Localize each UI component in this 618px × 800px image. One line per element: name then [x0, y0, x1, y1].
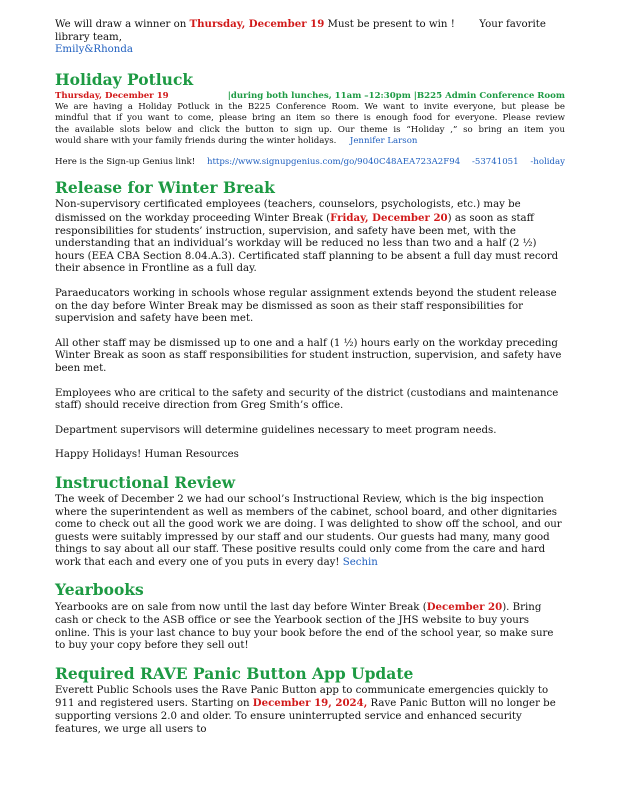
potluck-details	[55, 91, 565, 102]
signup-label: Here is the Sign-up Genius link!	[55, 157, 196, 168]
instructional-review-text	[55, 494, 565, 570]
rave-body: Everett Public Schools uses the Rave Panic Button app to communicate emergencies quickly to 911 and registered users. Starting on	[55, 684, 549, 710]
instructional-signature: Sechin	[342, 556, 378, 568]
newsletter-page	[55, 18, 565, 748]
winter-break-other-staff: All other staff may be dismissed up to one and a half (1 ½) hours early on the workday preceding Winter Break as soon as staff responsibilities for student instruction, supervision, and safety have been met.	[55, 337, 562, 374]
signup-link-part-2[interactable]: -53741051	[471, 157, 519, 168]
signup-link-part-3[interactable]: -holiday	[530, 157, 565, 168]
wb-p1-date: Friday, December 20	[330, 212, 448, 224]
raffle-text: We will draw a winner on	[55, 19, 190, 30]
yearbooks-body-end: ). Bring cash or check to the ASB office or see the Yearbook section of the JHS website to buy yours online. This is your last chance to buy your book before the end of the school year, so make sure to buy your copy before they sell out!	[55, 602, 554, 652]
section-heading-rave: Required RAVE Panic Button App Update	[55, 663, 414, 683]
raffle-text-end: Must be present to win !	[324, 19, 455, 30]
section-heading-potluck: Holiday Potluck	[55, 69, 194, 89]
winter-break-critical-staff: Employees who are critical to the safety and security of the district (custodians and maintenance staff) should receive direction from Greg Smith’s office.	[55, 387, 559, 412]
library-raffle-notice	[55, 18, 565, 57]
raffle-date: Thursday, December 19	[189, 18, 325, 30]
winter-break-paraeducators: Paraeducators working in schools whose regular assignment extends beyond the student release on the day before Winter Break may be dismissed as soon as their staff responsibilities for supervision and safety have been met.	[55, 287, 557, 325]
potluck-line-1: We are having a Holiday Potluck in the B225 Conference Room. We want to invite everyone, but please be	[55, 101, 565, 112]
rave-body-end: Rave Panic Button will no longer be supporting versions 2.0 and older. To ensure uninterrupted service and enhanced security features, we urge all users to	[55, 698, 556, 735]
winter-break-certificated	[55, 199, 565, 276]
potluck-line-2: mindful that if you want to come, please bring an item so there is enough food for everyone. Please review	[55, 113, 565, 124]
yearbooks-body: Yearbooks are on sale from now until the last day before Winter Break (	[55, 602, 427, 614]
potluck-line-4	[55, 136, 565, 147]
wb-p1-text: Non-supervisory certificated employees (teachers, counselors, psychologists, etc.) may be dismissed on the workday proceeding Winter Break (	[55, 199, 521, 224]
signup-link[interactable]: https://www.signupgenius.com/go/9040C48AEA723A2F94	[206, 157, 461, 168]
section-heading-instructional-review: Instructional Review	[55, 472, 236, 492]
potluck-contact: Jennifer Larson	[349, 136, 418, 146]
winter-break-supervisors: Department supervisors will determine guidelines necessary to meet program needs.	[55, 424, 497, 436]
instructional-body: The week of December 2 we had our school’s Instructional Review, which is the big inspection where the superintendent as well as members of the cabinet, school board, and other dignitaries come to check out all the good work we are doing. I was delighted to show off the school, and our guests were suitably impressed by our staff and our students. Our guests had many, many good things to say about all our staff. These positive results could only come from the care and hard work that each and every one of you puts in every day!	[55, 493, 562, 568]
section-heading-yearbooks: Yearbooks	[55, 580, 144, 600]
rave-text	[55, 685, 565, 736]
library-team-names: Emily&Rhonda	[55, 44, 133, 56]
yearbooks-text	[55, 601, 565, 652]
section-heading-winter-break: Release for Winter Break	[55, 178, 275, 198]
rave-date: December 19, 2024,	[252, 697, 368, 710]
potluck-date: Thursday, December 19	[55, 90, 169, 101]
wb-p1-text-end: ) as soon as staff responsibilities for students’ instruction, supervision, and safety have been met, with the understanding that an individual’s workday will be reduced no less than two and a half (2 ½) hours (EEA CBA Section 8.04.A.3). Certificated staff planning to be absent a full day must record their absence in Frontline as a full day.	[55, 213, 559, 275]
library-signoff: Your favorite library team,	[55, 19, 546, 43]
potluck-line-3: the available slots below and click the button to sign up. Our theme is “Holiday ,” so bring an item you	[55, 124, 565, 135]
potluck-time-location: |during both lunches, 11am –12:30pm |B225 Admin Conference Room	[227, 90, 565, 101]
winter-break-signoff: Happy Holidays! Human Resources	[55, 449, 239, 461]
signup-row	[55, 157, 565, 167]
potluck-line-4-text: would share with your family friends during the winter holidays.	[55, 136, 337, 146]
yearbooks-date: December 20	[426, 601, 503, 614]
